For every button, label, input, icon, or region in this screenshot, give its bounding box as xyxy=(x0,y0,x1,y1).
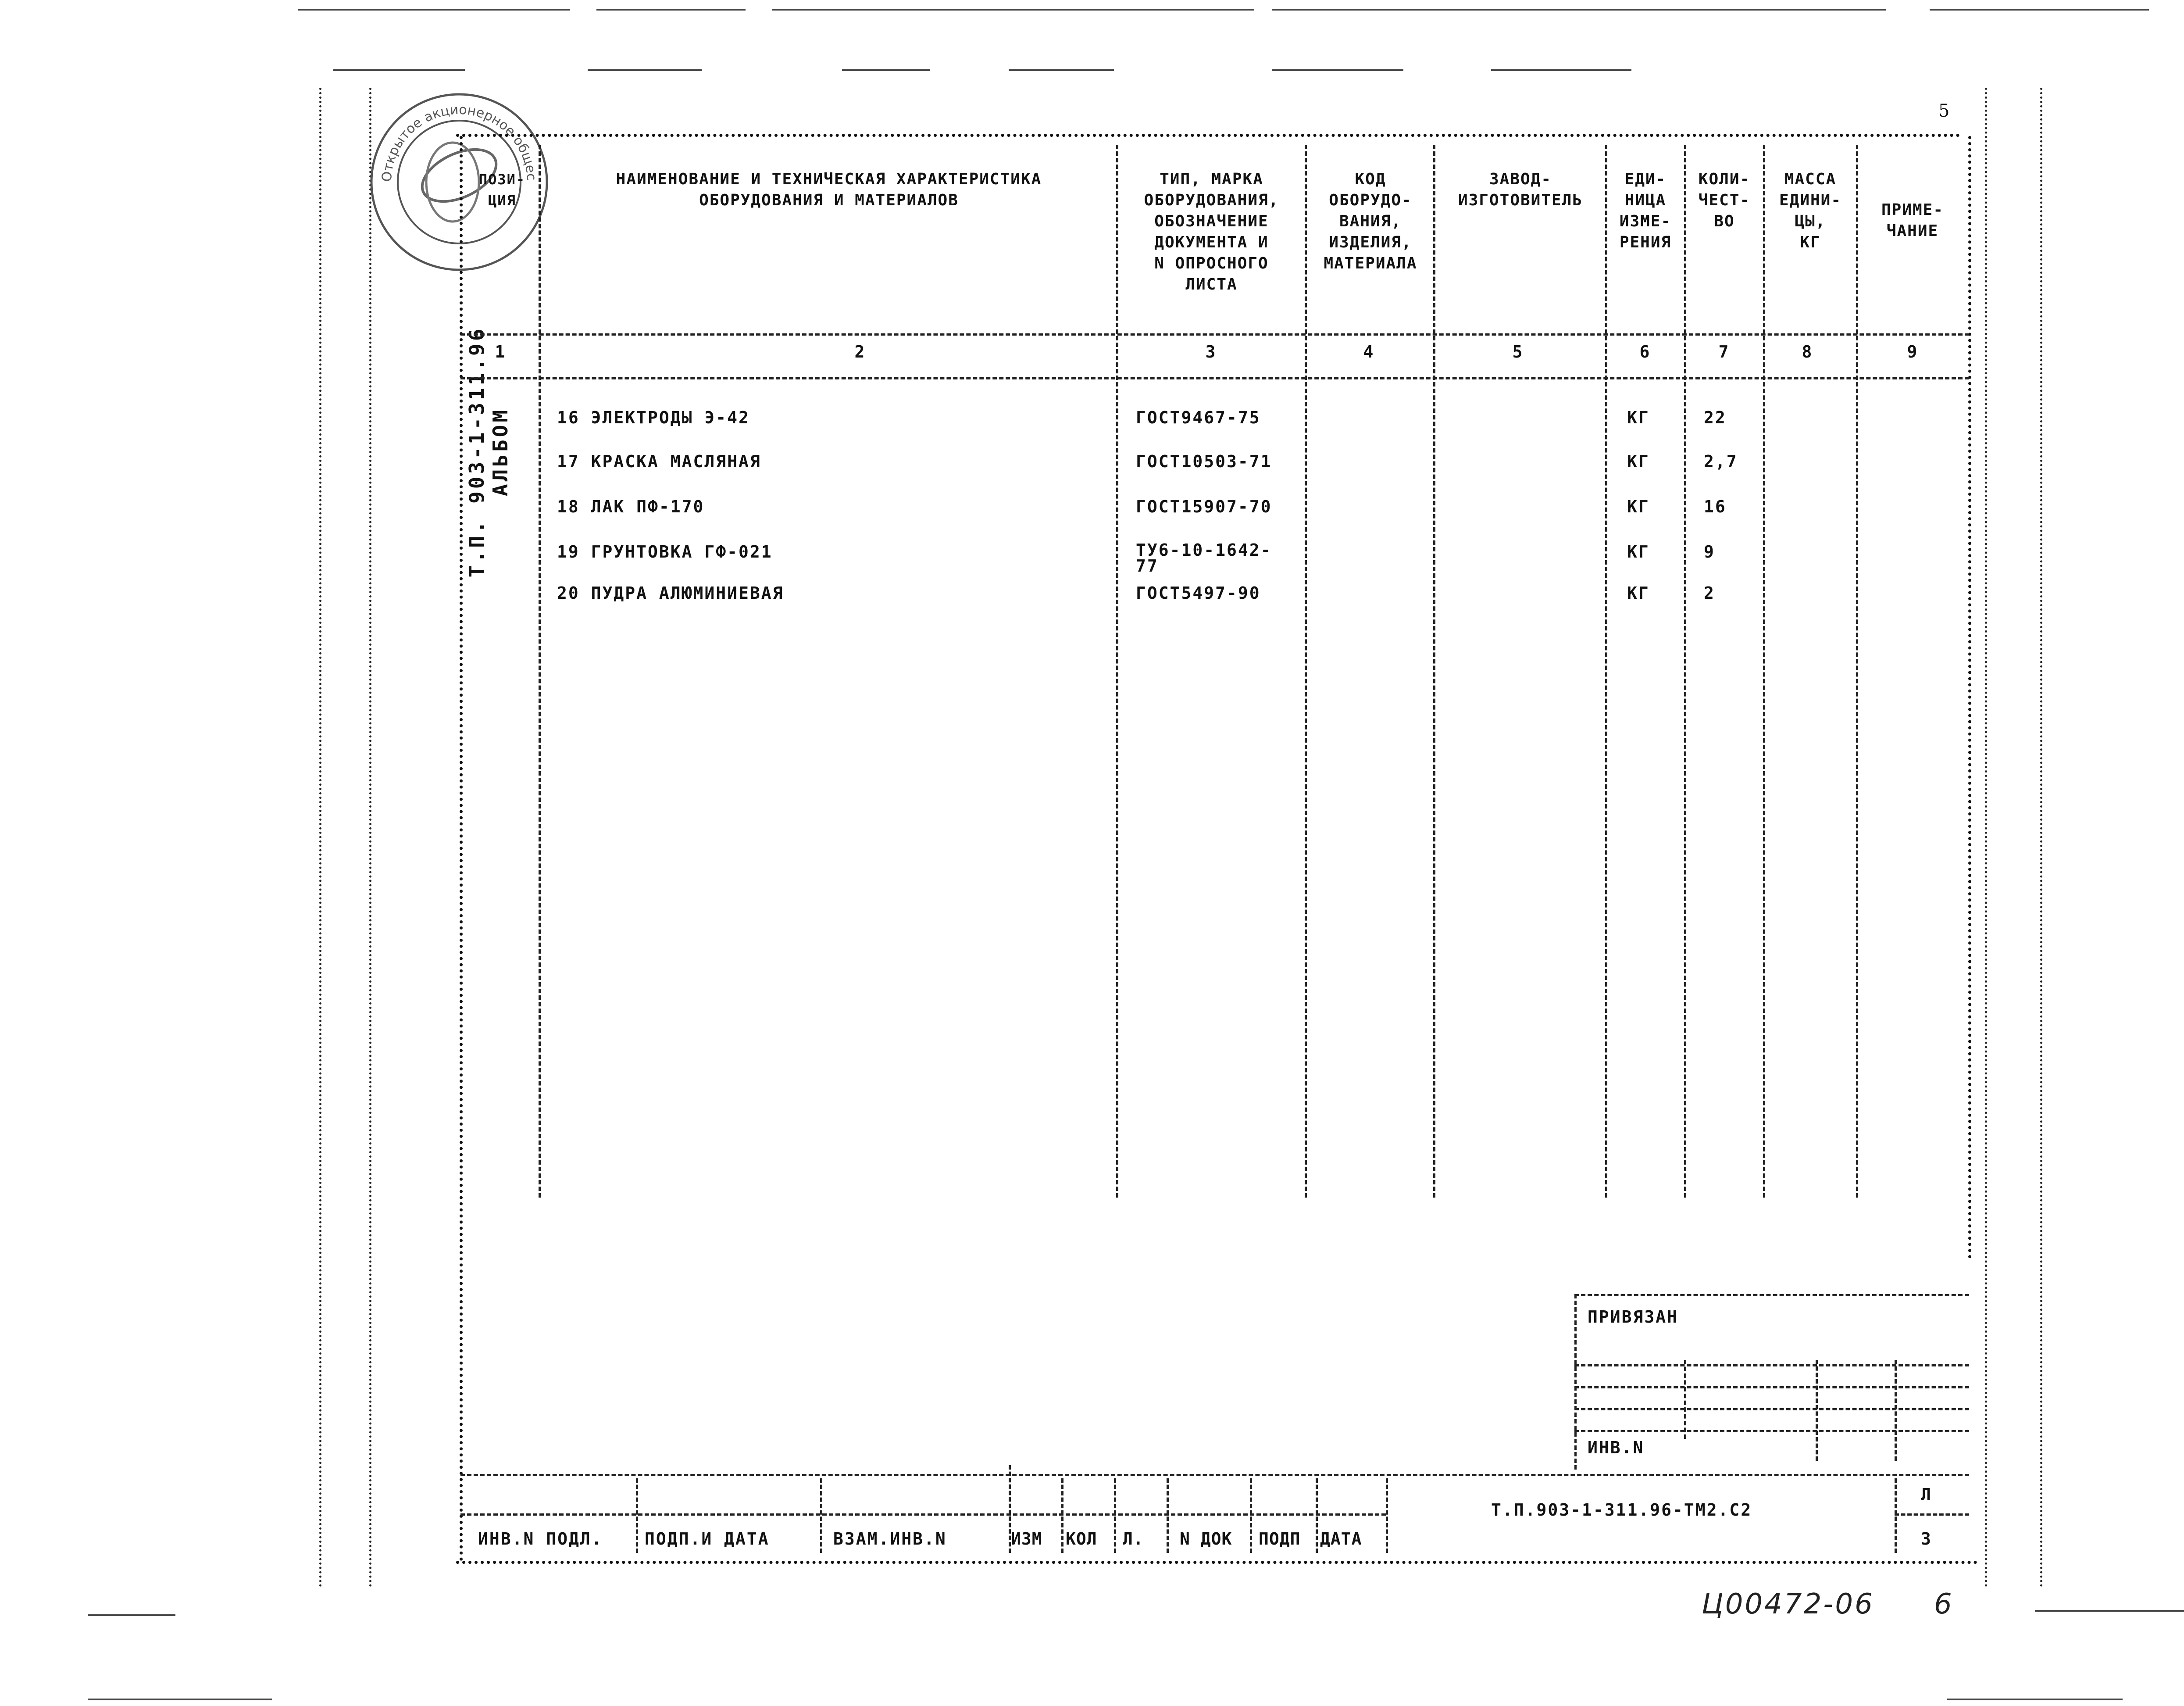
footer-podp-data: ПОДП.И ДАТА xyxy=(645,1529,770,1549)
footer-izm: ИЗМ xyxy=(1011,1529,1042,1549)
footer-col-rule xyxy=(1250,1478,1252,1553)
scan-artifact-line xyxy=(88,1699,272,1700)
scan-artifact-line xyxy=(1491,69,1631,71)
header-quantity: КОЛИ- ЧЕСТ- ВО xyxy=(1698,170,1751,230)
row-qty: 2,7 xyxy=(1704,452,1738,471)
row-name: 18 ЛАК ПФ-170 xyxy=(557,497,705,516)
scan-artifact-line xyxy=(1272,9,1886,11)
col-sep-4 xyxy=(1433,145,1435,1198)
column-number-9: 9 xyxy=(1907,342,1917,361)
frame-right xyxy=(1968,136,1971,1259)
header-unit: ЕДИ- НИЦА ИЗМЕ- РЕНИЯ xyxy=(1619,170,1672,251)
album-margin-label: Т.П. 903-1-311.96 АЛЬБОМ xyxy=(465,326,512,578)
row-name: 16 ЭЛЕКТРОДЫ Э-42 xyxy=(557,408,750,427)
column-number-4: 4 xyxy=(1363,342,1374,361)
column-number-1: 1 xyxy=(495,342,505,361)
footer-podp: ПОДП xyxy=(1259,1529,1301,1549)
header-manufacturer: ЗАВОД- ИЗГОТОВИТЕЛЬ xyxy=(1458,170,1583,209)
footer-list: Л. xyxy=(1123,1529,1144,1549)
col-sep-3 xyxy=(1305,145,1307,1198)
row-qty: 9 xyxy=(1704,542,1715,562)
col-sep-6 xyxy=(1684,145,1686,1198)
left-margin-line-outer xyxy=(319,88,321,1588)
scan-artifact-line xyxy=(298,9,570,11)
col-sep-8 xyxy=(1856,145,1858,1198)
header-code: КОД ОБОРУДО- ВАНИЯ, ИЗДЕЛИЯ, МАТЕРИАЛА xyxy=(1324,170,1417,272)
svg-text:Открытое акционерное общество: Открытое акционерное общес xyxy=(379,102,539,182)
footer-kol: КОЛ xyxy=(1066,1529,1097,1549)
left-margin-line-inner xyxy=(369,88,371,1588)
row-type: ТУ6-10-1642- 77 xyxy=(1136,540,1272,576)
column-number-8: 8 xyxy=(1802,342,1812,361)
row-unit: КГ xyxy=(1627,542,1650,562)
row-type: ГОСТ5497-90 xyxy=(1136,583,1261,603)
footer-col-rule xyxy=(1386,1478,1388,1553)
col-sep-5 xyxy=(1605,145,1607,1198)
scan-artifact-line xyxy=(2035,1610,2184,1612)
binding-row-rule xyxy=(1574,1364,1969,1366)
footer-col-rule xyxy=(1167,1478,1169,1553)
binding-col-rule xyxy=(1684,1360,1686,1439)
column-number-3: 3 xyxy=(1205,342,1216,361)
right-margin-line-inner xyxy=(1985,88,1987,1588)
footer-mid-rule-right xyxy=(1895,1513,1969,1516)
column-number-5: 5 xyxy=(1512,342,1523,361)
row-qty: 16 xyxy=(1704,497,1727,516)
binding-inv: ИНВ.N xyxy=(1588,1438,1645,1457)
sheet-number-top: 5 xyxy=(1938,101,1950,121)
footer-mid-rule xyxy=(460,1513,1386,1516)
footer-col-rule xyxy=(1316,1478,1318,1553)
frame-left xyxy=(460,136,463,1562)
header-bottom-rule xyxy=(460,333,1969,336)
scan-artifact-line xyxy=(1272,69,1403,71)
scan-artifact-line xyxy=(842,69,930,71)
column-numbers-rule xyxy=(460,377,1969,379)
footer-top-rule xyxy=(460,1474,1969,1476)
right-margin-line-outer xyxy=(2040,88,2042,1588)
row-qty: 2 xyxy=(1704,583,1715,603)
col-sep-7 xyxy=(1763,145,1765,1198)
footer-vzam-inv: ВЗАМ.ИНВ.N xyxy=(833,1529,947,1549)
scan-artifact-line xyxy=(772,9,1254,11)
frame-top xyxy=(456,134,1960,137)
sheet-label: Л xyxy=(1921,1485,1932,1504)
row-type: ГОСТ9467-75 xyxy=(1136,408,1261,427)
row-unit: КГ xyxy=(1627,497,1650,516)
frame-bottom xyxy=(456,1561,1978,1564)
footer-inv-podl: ИНВ.N ПОДЛ. xyxy=(478,1529,603,1549)
row-type: ГОСТ10503-71 xyxy=(1136,452,1272,471)
header-position: ПОЗИ- ЦИЯ xyxy=(478,171,526,209)
binding-top-rule xyxy=(1574,1294,1969,1296)
header-mass: МАССА ЕДИНИ- ЦЫ, КГ xyxy=(1779,170,1842,251)
scan-artifact-line xyxy=(1947,1699,2123,1700)
row-name: 20 ПУДРА АЛЮМИНИЕВАЯ xyxy=(557,583,784,603)
archive-number: Ц00472-06 xyxy=(1702,1588,1874,1620)
row-unit: КГ xyxy=(1627,408,1650,427)
binding-title: ПРИВЯЗАН xyxy=(1588,1307,1679,1327)
binding-left-rule xyxy=(1574,1294,1577,1470)
scan-artifact-line xyxy=(1930,9,2149,11)
scan-artifact-line xyxy=(333,69,465,71)
document-designation: Т.П.903-1-311.96-ТМ2.С2 xyxy=(1491,1500,1752,1520)
footer-col-rule xyxy=(820,1478,822,1553)
row-type: ГОСТ15907-70 xyxy=(1136,497,1272,516)
row-name: 19 ГРУНТОВКА ГФ-021 xyxy=(557,542,773,562)
header-type: ТИП, МАРКА ОБОРУДОВАНИЯ, ОБОЗНАЧЕНИЕ ДОКУМЕНТА И N ОПРОСНОГО ЛИСТА xyxy=(1144,170,1279,293)
column-number-6: 6 xyxy=(1639,342,1650,361)
scan-artifact-line xyxy=(88,1614,175,1616)
binding-col-rule xyxy=(1816,1360,1818,1461)
binding-row-rule xyxy=(1574,1386,1969,1388)
binding-col-rule xyxy=(1895,1360,1897,1461)
scan-artifact-line xyxy=(588,69,702,71)
archive-page: 6 xyxy=(1934,1588,1952,1620)
footer-ndok: N ДОК xyxy=(1180,1529,1232,1549)
row-name: 17 КРАСКА МАСЛЯНАЯ xyxy=(557,452,761,471)
col-sep-2 xyxy=(1116,145,1118,1198)
sheet-value: 3 xyxy=(1921,1529,1932,1549)
footer-col-rule xyxy=(1895,1478,1897,1553)
scan-artifact-line xyxy=(596,9,746,11)
header-name: НАИМЕНОВАНИЕ И ТЕХНИЧЕСКАЯ ХАРАКТЕРИСТИКА ОБОРУДОВАНИЯ И МАТЕРИАЛОВ xyxy=(616,170,1042,209)
footer-col-rule xyxy=(636,1478,638,1553)
binding-row-rule xyxy=(1574,1408,1969,1410)
row-unit: КГ xyxy=(1627,452,1650,471)
binding-row-rule xyxy=(1574,1430,1969,1432)
row-unit: КГ xyxy=(1627,583,1650,603)
footer-data: ДАТА xyxy=(1320,1529,1362,1549)
footer-col-rule xyxy=(1114,1478,1116,1553)
footer-col-rule xyxy=(1061,1478,1063,1553)
column-number-2: 2 xyxy=(854,342,865,361)
header-note: ПРИМЕ- ЧАНИЕ xyxy=(1881,201,1944,240)
col-sep-1 xyxy=(539,145,541,1198)
scan-artifact-line xyxy=(1009,69,1114,71)
column-number-7: 7 xyxy=(1718,342,1729,361)
row-qty: 22 xyxy=(1704,408,1727,427)
